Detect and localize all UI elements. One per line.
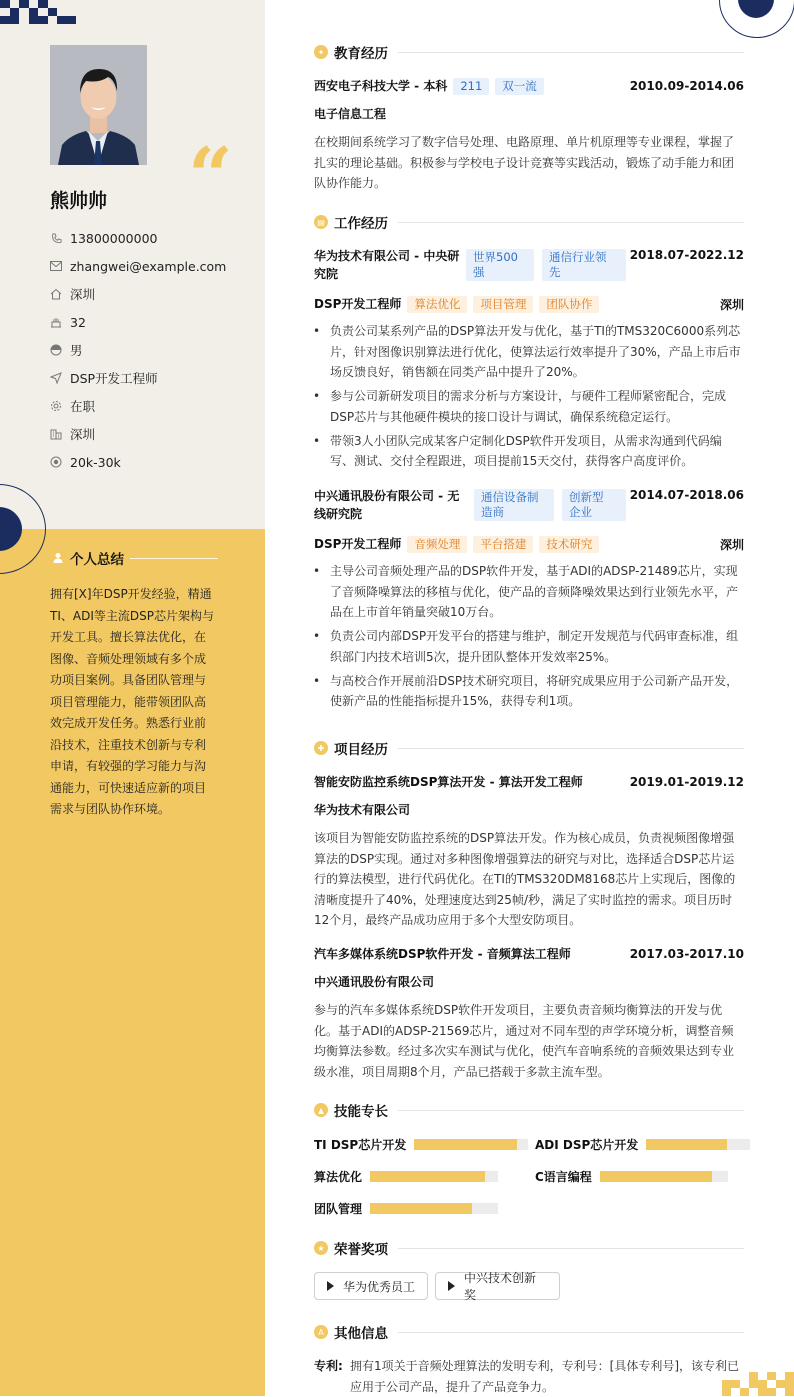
tag-line: 造商 bbox=[481, 505, 547, 520]
skill-tag: 团队协作 bbox=[539, 296, 599, 313]
skill-bar-fill bbox=[370, 1203, 472, 1214]
job-bullet bbox=[314, 626, 744, 667]
skill-name: 算法优化 bbox=[314, 1168, 362, 1185]
info-value: 32 bbox=[70, 315, 86, 330]
tag bbox=[466, 249, 534, 281]
award-icon: ★ bbox=[314, 1241, 328, 1255]
tag-line: 创新型 bbox=[569, 490, 619, 505]
job-role bbox=[314, 535, 599, 553]
skill-bar-fill bbox=[370, 1171, 485, 1182]
project-company: 中兴通讯股份有限公司 bbox=[314, 973, 434, 990]
section-divider bbox=[398, 52, 744, 53]
person-name: 熊帅帅 bbox=[50, 186, 107, 213]
tag-line: 通信设备制 bbox=[481, 490, 547, 505]
company-line: 华为技术有限公司 - 中央研 bbox=[314, 247, 466, 265]
info-value: zhangwei@example.com bbox=[70, 259, 226, 274]
job-bullet bbox=[314, 671, 744, 712]
section-skills bbox=[314, 1100, 744, 1120]
quote-mark-icon: “ bbox=[188, 138, 233, 216]
award-badge bbox=[435, 1272, 560, 1300]
phone-icon bbox=[50, 232, 62, 244]
skill-item bbox=[314, 1136, 528, 1153]
section-other bbox=[314, 1322, 744, 1342]
other-label: 专利: bbox=[314, 1356, 350, 1377]
section-divider bbox=[398, 222, 744, 223]
summary-text: 拥有[X]年DSP开发经验，精通TI、ADI等主流DSP芯片架构与开发工具。擅长算法优化，在图像、音频处理领域有多个成功项目案例。具备团队管理与项目管理能力，能带领团队高效完成开发任务。熟悉行业前沿技术，注重技术创新与专利申请，有较强的学习能力与沟通能力，可快速适应新的项目需求与团队协作环境。 bbox=[50, 584, 216, 821]
info-value: 20k-30k bbox=[70, 455, 121, 470]
info-email bbox=[50, 252, 226, 280]
job-city: 深圳 bbox=[720, 296, 744, 313]
skill-name: TI DSP芯片开发 bbox=[314, 1136, 406, 1153]
bullet-text: • 负责公司某系列产品的DSP算法开发与优化，基于TI的TMS320C6000系列芯片，针对图像识别算法进行优化，使算法运行效率提升了30%，产品上市后市场反馈良好，销售额在同类产品中提升了20%。 bbox=[314, 321, 744, 383]
job-bullet bbox=[314, 386, 744, 427]
section-title: 教育经历 bbox=[334, 42, 388, 62]
skill-bar-fill bbox=[414, 1139, 517, 1150]
section-title: 工作经历 bbox=[334, 212, 388, 232]
tag bbox=[542, 249, 626, 281]
section-education bbox=[314, 42, 744, 62]
gender-icon bbox=[50, 344, 62, 356]
job-period: 2018.07-2022.12 bbox=[630, 248, 744, 262]
education-period: 2010.09-2014.06 bbox=[630, 79, 744, 93]
project-period: 2017.03-2017.10 bbox=[630, 947, 744, 961]
skill-tag: 项目管理 bbox=[473, 296, 533, 313]
other-info bbox=[314, 1356, 744, 1397]
checker-decoration-top bbox=[0, 0, 76, 24]
company-line: 究院 bbox=[314, 265, 466, 283]
role-title: DSP开发工程师 bbox=[314, 537, 401, 551]
project-company: 华为技术有限公司 bbox=[314, 801, 410, 818]
info-value: 13800000000 bbox=[70, 231, 157, 246]
tag-line: 强 bbox=[473, 265, 527, 280]
skill-name: C语言编程 bbox=[535, 1168, 592, 1185]
skill-bar bbox=[600, 1171, 728, 1182]
skill-bar-fill bbox=[646, 1139, 727, 1150]
info-value: 深圳 bbox=[70, 285, 95, 303]
summary-divider bbox=[130, 558, 218, 559]
avatar bbox=[50, 45, 147, 165]
job-bullets bbox=[314, 561, 744, 715]
project-period: 2019.01-2019.12 bbox=[630, 775, 744, 789]
project-description: 该项目为智能安防监控系统的DSP算法开发。作为核心成员，负责视频图像增强算法的DSP实现。通过对多种图像增强算法的研究与对比，选择适合DSP芯片运行的算法模型，进行代码优化。在TI的TMS320DM8168芯片上实现后，图像的清晰度提升了40%，处理速度达到25帧/秒，满足了实时监控的需求。项目历时12个月，最终产品成功应用于多个大型安防项目。 bbox=[314, 828, 744, 931]
bullet-text: • 参与公司新研发项目的需求分析与方案设计，与硬件工程师紧密配合，完成DSP芯片与其他硬件模块的接口设计与调试，确保系统稳定运行。 bbox=[314, 386, 744, 427]
section-projects bbox=[314, 738, 744, 758]
tag bbox=[562, 489, 626, 521]
job-period: 2014.07-2018.06 bbox=[630, 488, 744, 502]
section-divider bbox=[398, 1332, 744, 1333]
bullet-text: • 与高校合作开展前沿DSP技术研究项目，将研究成果应用于公司新产品开发，使新产品的性能指标提升15%，获得专利1项。 bbox=[314, 671, 744, 712]
person-icon bbox=[52, 552, 64, 564]
tag: 211 bbox=[453, 78, 489, 95]
section-title: 技能专长 bbox=[334, 1100, 388, 1120]
school-name: 西安电子科技大学 - 本科 bbox=[314, 79, 447, 93]
other-line bbox=[314, 1356, 744, 1377]
info-icon: A bbox=[314, 1325, 328, 1339]
info-gender bbox=[50, 336, 226, 364]
age-icon bbox=[50, 316, 62, 328]
job-bullet bbox=[314, 431, 744, 472]
skill-name: ADI DSP芯片开发 bbox=[535, 1136, 638, 1153]
info-value: DSP开发工程师 bbox=[70, 369, 158, 387]
info-salary bbox=[50, 448, 226, 476]
info-status bbox=[50, 392, 226, 420]
education-major: 电子信息工程 bbox=[314, 105, 386, 122]
other-text: 拥有1项关于音频处理算法的发明专利，专利号：[具体专利号]，该专利已 bbox=[350, 1356, 739, 1377]
skill-item bbox=[314, 1168, 498, 1185]
tag-line: 世界500 bbox=[473, 250, 527, 265]
summary-title: 个人总结 bbox=[70, 548, 124, 568]
skill-name: 团队管理 bbox=[314, 1200, 362, 1217]
project-row bbox=[314, 773, 744, 790]
job-role bbox=[314, 295, 599, 313]
project-company-row bbox=[314, 801, 744, 818]
skill-bar bbox=[646, 1139, 750, 1150]
job-bullet bbox=[314, 321, 744, 383]
skill-bar bbox=[370, 1203, 498, 1214]
section-title: 项目经历 bbox=[334, 738, 388, 758]
job-role-row bbox=[314, 295, 744, 313]
summary-heading bbox=[52, 548, 218, 568]
education-description: 在校期间系统学习了数字信号处理、电路原理、单片机原理等专业课程，掌握了扎实的理论基础。积极参与学校电子设计竞赛等实践活动，锻炼了动手能力和团队协作能力。 bbox=[314, 132, 744, 194]
section-title: 其他信息 bbox=[334, 1322, 388, 1342]
section-work bbox=[314, 212, 744, 232]
project-icon: ✚ bbox=[314, 741, 328, 755]
bullet-text: • 带领3人小团队完成某客户定制化DSP软件开发项目，从需求沟通到代码编写、测试、交付全程跟进，项目提前15天交付，获得客户高度评价。 bbox=[314, 431, 744, 472]
other-text: 应用于公司产品，提升了产品竞争力。 bbox=[314, 1377, 744, 1397]
section-awards bbox=[314, 1238, 744, 1258]
info-phone bbox=[50, 224, 226, 252]
briefcase-icon: ▤ bbox=[314, 215, 328, 229]
home-icon bbox=[50, 288, 62, 300]
section-title: 荣誉奖项 bbox=[334, 1238, 388, 1258]
position-icon bbox=[50, 372, 62, 384]
award-name: 中兴技术创新奖 bbox=[464, 1269, 547, 1303]
award-badge bbox=[314, 1272, 428, 1300]
bullet-text: • 主导公司音频处理产品的DSP软件开发，基于ADI的ADSP-21489芯片，实现了音频降噪算法的移植与优化，使产品的音频降噪效果达到行业领先水平，产品在上市首年销量突破10万台。 bbox=[314, 561, 744, 623]
salary-icon bbox=[50, 456, 62, 468]
company-line: 中兴通讯股份有限公司 - 无 bbox=[314, 487, 466, 505]
city-icon bbox=[50, 428, 62, 440]
job-header bbox=[314, 247, 744, 283]
skills-icon: ▲ bbox=[314, 1103, 328, 1117]
education-row bbox=[314, 77, 744, 95]
skill-tag: 平台搭建 bbox=[473, 536, 533, 553]
education-major-row bbox=[314, 105, 744, 122]
skill-item bbox=[314, 1200, 498, 1217]
job-company bbox=[314, 247, 466, 283]
info-city bbox=[50, 420, 226, 448]
company-line: 线研究院 bbox=[314, 505, 466, 523]
job-bullets bbox=[314, 321, 744, 475]
tag-line: 通信行业领 bbox=[549, 250, 619, 265]
skill-tag: 算法优化 bbox=[407, 296, 467, 313]
info-age bbox=[50, 308, 226, 336]
project-description: 参与的汽车多媒体系统DSP软件开发项目，主要负责音频均衡算法的开发与优化。基于ADI的ADSP-21569芯片，通过对不同车型的声学环境分析，调整音频均衡算法参数。经过多次实车测试与优化，使汽车音响系统的音频效果达到专业级水准，项目周期8个月，产品已搭载于多款主流车型。 bbox=[314, 1000, 744, 1082]
award-name: 华为优秀员工 bbox=[343, 1278, 415, 1295]
play-icon bbox=[327, 1281, 334, 1291]
job-bullet bbox=[314, 561, 744, 623]
info-position bbox=[50, 364, 226, 392]
job-company bbox=[314, 487, 466, 523]
education-icon: ✦ bbox=[314, 45, 328, 59]
status-icon bbox=[50, 400, 62, 412]
skill-bar bbox=[370, 1171, 498, 1182]
project-company-row bbox=[314, 973, 744, 990]
project-name: 智能安防监控系统DSP算法开发 - 算法开发工程师 bbox=[314, 773, 583, 790]
tag-line: 先 bbox=[549, 265, 619, 280]
section-divider bbox=[398, 748, 744, 749]
skill-bar bbox=[414, 1139, 528, 1150]
info-value: 男 bbox=[70, 341, 83, 359]
section-divider bbox=[398, 1110, 744, 1111]
sidebar bbox=[0, 0, 265, 1396]
email-icon bbox=[50, 260, 62, 272]
tag-line: 企业 bbox=[569, 505, 619, 520]
job-header bbox=[314, 487, 744, 523]
skill-tag: 技术研究 bbox=[539, 536, 599, 553]
contact-info-list bbox=[50, 224, 226, 476]
project-name: 汽车多媒体系统DSP软件开发 - 音频算法工程师 bbox=[314, 945, 571, 962]
info-value: 深圳 bbox=[70, 425, 95, 443]
job-city: 深圳 bbox=[720, 536, 744, 553]
tag bbox=[474, 489, 554, 521]
info-home bbox=[50, 280, 226, 308]
info-value: 在职 bbox=[70, 397, 95, 415]
project-row bbox=[314, 945, 744, 962]
skill-tag: 音频处理 bbox=[407, 536, 467, 553]
job-role-row bbox=[314, 535, 744, 553]
skill-bar-fill bbox=[600, 1171, 713, 1182]
play-icon bbox=[448, 1281, 455, 1291]
skill-item bbox=[535, 1168, 728, 1185]
bullet-text: • 负责公司内部DSP开发平台的搭建与维护，制定开发规范与代码审查标准，组织部门内技术培训5次，提升团队整体开发效率25%。 bbox=[314, 626, 744, 667]
section-divider bbox=[398, 1248, 744, 1249]
education-school bbox=[314, 77, 544, 95]
role-title: DSP开发工程师 bbox=[314, 297, 401, 311]
tag: 双一流 bbox=[495, 78, 544, 95]
skill-item bbox=[535, 1136, 750, 1153]
